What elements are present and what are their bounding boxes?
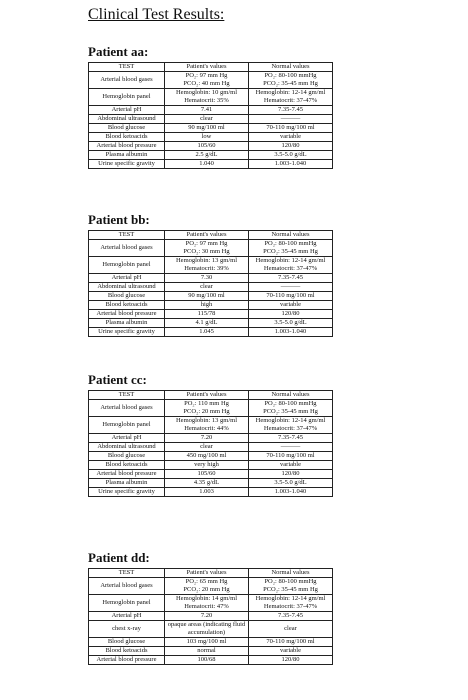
test-column-header: TEST	[89, 569, 165, 578]
test-name-cell: Arterial blood pressure	[89, 310, 165, 319]
normal-value-cell: 7.35-7.45	[249, 612, 333, 621]
normal-value-cell-line: Hemoglobin: 12-14 gm/ml	[255, 595, 326, 602]
patient-value-cell: very high	[165, 461, 249, 470]
patient-value-cell-line: Hemoglobin: 13 gm/ml	[175, 417, 238, 424]
patient-value-cell-line: PO₂: 65 mm Hg	[185, 578, 228, 585]
test-name-cell: Arterial blood gases	[89, 240, 165, 257]
patient-heading: Patient cc:	[88, 372, 147, 387]
test-name-cell: Abdominal ultrasound	[89, 115, 165, 124]
normal-value-cell	[249, 400, 333, 417]
patient-value-cell-line: PO₂: 97 mm Hg	[185, 72, 228, 79]
test-name-cell: Abdominal ultrasound	[89, 443, 165, 452]
normal-value-cell: 7.35-7.45	[249, 434, 333, 443]
patient-value-cell: 100/68	[165, 656, 249, 665]
patient-value-cell: 105/60	[165, 470, 249, 479]
patient-value-cell: 7.41	[165, 106, 249, 115]
table-row	[89, 443, 333, 452]
normal-value-cell: 70-110 mg/100 ml	[249, 124, 333, 133]
table-row	[89, 470, 333, 479]
normal-values-column-header: Normal values	[249, 63, 333, 72]
table-row	[89, 106, 333, 115]
normal-value-cell: 3.5-5.0 g/dL	[249, 479, 333, 488]
patient-value-cell-line: PCO₂: 30 mm Hg	[183, 248, 230, 255]
table-row	[89, 115, 333, 124]
normal-value-cell	[249, 257, 333, 274]
patient-value-cell: low	[165, 133, 249, 142]
patient-values-column-header: Patient's values	[165, 63, 249, 72]
patient-value-cell: 90 mg/100 ml	[165, 292, 249, 301]
patient-value-cell: 1.003	[165, 488, 249, 497]
test-name-cell: Plasma albumin	[89, 319, 165, 328]
normal-value-cell: 1.003-1.040	[249, 328, 333, 337]
test-name-cell: Arterial blood pressure	[89, 142, 165, 151]
normal-values-column-header: Normal values	[249, 231, 333, 240]
patient-value-cell: 1.045	[165, 328, 249, 337]
patient-value-cell	[165, 240, 249, 257]
normal-value-cell-line: PCO₂: 35-45 mm Hg	[263, 80, 318, 87]
patient-heading: Patient aa:	[88, 44, 149, 59]
test-name-cell: Arterial blood gases	[89, 400, 165, 417]
table-row	[89, 647, 333, 656]
table-row	[89, 488, 333, 497]
patient-value-cell-line: PO₂: 97 mm Hg	[185, 240, 228, 247]
table-row	[89, 72, 333, 89]
test-name-cell: Blood ketoacids	[89, 647, 165, 656]
normal-value-cell	[249, 72, 333, 89]
table-row	[89, 240, 333, 257]
patient-value-cell-line: Hemoglobin: 14 gm/ml	[175, 595, 238, 602]
table-row	[89, 142, 333, 151]
normal-value-cell-line: PO₂: 80-100 mmHg	[264, 578, 317, 585]
table-row	[89, 283, 333, 292]
patient-value-cell-line: PCO₂: 20 mm Hg	[183, 586, 230, 593]
patient-value-cell	[165, 72, 249, 89]
test-name-cell: Urine specific gravity	[89, 328, 165, 337]
normal-value-cell-line: Hemoglobin: 12-14 gm/ml	[255, 417, 326, 424]
test-name-cell: Blood glucose	[89, 638, 165, 647]
results-table	[88, 62, 333, 169]
normal-value-cell-line: PCO₂: 35-45 mm Hg	[263, 408, 318, 415]
table-row	[89, 656, 333, 665]
patient-value-cell-line: Hemoglobin: 13 gm/ml	[175, 257, 238, 264]
results-table	[88, 568, 333, 665]
test-name-cell: Blood ketoacids	[89, 133, 165, 142]
table-row	[89, 417, 333, 434]
test-name-cell: Arterial pH	[89, 612, 165, 621]
normal-value-cell-line: PO₂: 80-100 mmHg	[264, 72, 317, 79]
table-row	[89, 638, 333, 647]
table-row	[89, 301, 333, 310]
normal-value-cell: ———	[249, 443, 333, 452]
patient-value-cell	[165, 621, 249, 638]
patient-value-cell-line: Hematocrit: 39%	[184, 265, 229, 272]
patient-value-cell: 103 mg/100 ml	[165, 638, 249, 647]
test-name-cell: Hemoglobin panel	[89, 89, 165, 106]
patient-value-cell-line: PCO₂: 20 mm Hg	[183, 408, 230, 415]
test-name-cell: Arterial blood gases	[89, 578, 165, 595]
normal-value-cell: 120/80	[249, 142, 333, 151]
patient-value-cell: 1.040	[165, 160, 249, 169]
patient-value-cell: 4.35 g/dL	[165, 479, 249, 488]
patient-value-cell: 7.20	[165, 612, 249, 621]
table-row	[89, 319, 333, 328]
patient-value-cell: 105/60	[165, 142, 249, 151]
patient-value-cell-line: Hematocrit: 47%	[184, 603, 229, 610]
normal-value-cell: 70-110 mg/100 ml	[249, 292, 333, 301]
test-name-cell: Plasma albumin	[89, 479, 165, 488]
patient-value-cell: high	[165, 301, 249, 310]
table-header-row	[89, 231, 333, 240]
normal-values-column-header: Normal values	[249, 569, 333, 578]
test-name-cell: chest x-ray	[89, 621, 165, 638]
table-header-row	[89, 391, 333, 400]
patient-value-cell: 2.5 g/dL	[165, 151, 249, 160]
test-name-cell: Plasma albumin	[89, 151, 165, 160]
normal-value-cell: variable	[249, 647, 333, 656]
test-name-cell: Blood glucose	[89, 292, 165, 301]
test-name-cell: Blood ketoacids	[89, 461, 165, 470]
test-name-cell: Arterial pH	[89, 434, 165, 443]
patient-value-cell: 7.20	[165, 434, 249, 443]
test-name-cell: Arterial blood pressure	[89, 470, 165, 479]
normal-value-cell-line: PCO₂: 35-45 mm Hg	[263, 586, 318, 593]
patient-value-cell-line: Hemoglobin: 10 gm/ml	[175, 89, 238, 96]
table-row	[89, 578, 333, 595]
normal-values-column-header: Normal values	[249, 391, 333, 400]
normal-value-cell: 70-110 mg/100 ml	[249, 638, 333, 647]
test-name-cell: Blood glucose	[89, 452, 165, 461]
results-table	[88, 390, 333, 497]
normal-value-cell: variable	[249, 301, 333, 310]
normal-value-cell: 3.5-5.0 g/dL	[249, 151, 333, 160]
patient-value-cell	[165, 400, 249, 417]
table-row	[89, 133, 333, 142]
test-name-cell: Blood ketoacids	[89, 301, 165, 310]
test-name-cell: Hemoglobin panel	[89, 257, 165, 274]
normal-value-cell	[249, 240, 333, 257]
test-column-header: TEST	[89, 231, 165, 240]
normal-value-cell: variable	[249, 461, 333, 470]
patient-value-cell-line: PCO₂: 40 mm Hg	[183, 80, 230, 87]
normal-value-cell: clear	[249, 621, 333, 638]
normal-value-cell: 3.5-5.0 g/dL	[249, 319, 333, 328]
patient-value-cell: normal	[165, 647, 249, 656]
patient-value-cell-line: opaque areas (indicating fluid	[167, 621, 246, 628]
test-name-cell: Abdominal ultrasound	[89, 283, 165, 292]
patient-value-cell: clear	[165, 283, 249, 292]
patient-value-cell	[165, 257, 249, 274]
table-row	[89, 434, 333, 443]
patient-value-cell-line: accumulation)	[187, 629, 226, 636]
test-name-cell: Urine specific gravity	[89, 488, 165, 497]
patient-values-column-header: Patient's values	[165, 569, 249, 578]
test-name-cell: Urine specific gravity	[89, 160, 165, 169]
test-name-cell: Arterial blood gases	[89, 72, 165, 89]
table-row	[89, 160, 333, 169]
table-row	[89, 621, 333, 638]
patient-value-cell-line: Hematocrit: 35%	[184, 97, 229, 104]
normal-value-cell-line: Hematocrit: 37-47%	[263, 603, 318, 610]
table-header-row	[89, 63, 333, 72]
test-name-cell: Arterial pH	[89, 274, 165, 283]
normal-value-cell: 120/80	[249, 310, 333, 319]
table-row	[89, 461, 333, 470]
patient-value-cell: clear	[165, 443, 249, 452]
patient-heading: Patient bb:	[88, 212, 150, 227]
normal-value-cell	[249, 89, 333, 106]
patient-value-cell	[165, 595, 249, 612]
normal-value-cell	[249, 578, 333, 595]
normal-value-cell-line: Hemoglobin: 12-14 gm/ml	[255, 257, 326, 264]
patient-value-cell-line: PO₂: 110 mm Hg	[184, 400, 229, 407]
patient-values-column-header: Patient's values	[165, 391, 249, 400]
test-name-cell: Hemoglobin panel	[89, 595, 165, 612]
normal-value-cell: 120/80	[249, 470, 333, 479]
normal-value-cell: 120/80	[249, 656, 333, 665]
normal-value-cell: variable	[249, 133, 333, 142]
table-row	[89, 89, 333, 106]
patient-value-cell: 4.1 g/dL	[165, 319, 249, 328]
table-row	[89, 328, 333, 337]
patient-value-cell-line: Hematocrit: 44%	[184, 425, 229, 432]
normal-value-cell-line: PO₂: 80-100 mmHg	[264, 240, 317, 247]
normal-value-cell: 70-110 mg/100 ml	[249, 452, 333, 461]
normal-value-cell: 7.35-7.45	[249, 106, 333, 115]
normal-value-cell-line: Hematocrit: 37-47%	[263, 97, 318, 104]
normal-value-cell: 1.003-1.040	[249, 488, 333, 497]
patient-value-cell: clear	[165, 115, 249, 124]
normal-value-cell-line: Hematocrit: 37-47%	[263, 265, 318, 272]
table-row	[89, 274, 333, 283]
normal-value-cell: ———	[249, 283, 333, 292]
table-row	[89, 124, 333, 133]
normal-value-cell	[249, 417, 333, 434]
patient-value-cell: 90 mg/100 ml	[165, 124, 249, 133]
test-column-header: TEST	[89, 63, 165, 72]
normal-value-cell-line: Hemoglobin: 12-14 gm/ml	[255, 89, 326, 96]
table-row	[89, 452, 333, 461]
table-row	[89, 400, 333, 417]
normal-value-cell: 7.35-7.45	[249, 274, 333, 283]
patient-value-cell: 115/78	[165, 310, 249, 319]
normal-value-cell-line: PO₂: 80-100 mmHg	[264, 400, 317, 407]
patient-value-cell: 7.30	[165, 274, 249, 283]
table-row	[89, 257, 333, 274]
table-row	[89, 595, 333, 612]
test-name-cell: Hemoglobin panel	[89, 417, 165, 434]
table-row	[89, 151, 333, 160]
page-title: Clinical Test Results:	[88, 6, 225, 23]
normal-value-cell: 1.003-1.040	[249, 160, 333, 169]
test-name-cell: Blood glucose	[89, 124, 165, 133]
table-row	[89, 612, 333, 621]
normal-value-cell-line: Hematocrit: 37-47%	[263, 425, 318, 432]
test-name-cell: Arterial blood pressure	[89, 656, 165, 665]
patient-value-cell	[165, 578, 249, 595]
patient-value-cell	[165, 89, 249, 106]
results-table	[88, 230, 333, 337]
normal-value-cell	[249, 595, 333, 612]
test-column-header: TEST	[89, 391, 165, 400]
patient-value-cell	[165, 417, 249, 434]
test-name-cell: Arterial pH	[89, 106, 165, 115]
normal-value-cell: ———	[249, 115, 333, 124]
patient-heading: Patient dd:	[88, 550, 150, 565]
patient-value-cell: 450 mg/100 ml	[165, 452, 249, 461]
table-row	[89, 310, 333, 319]
patient-values-column-header: Patient's values	[165, 231, 249, 240]
table-header-row	[89, 569, 333, 578]
table-row	[89, 479, 333, 488]
table-row	[89, 292, 333, 301]
normal-value-cell-line: PCO₂: 35-45 mm Hg	[263, 248, 318, 255]
